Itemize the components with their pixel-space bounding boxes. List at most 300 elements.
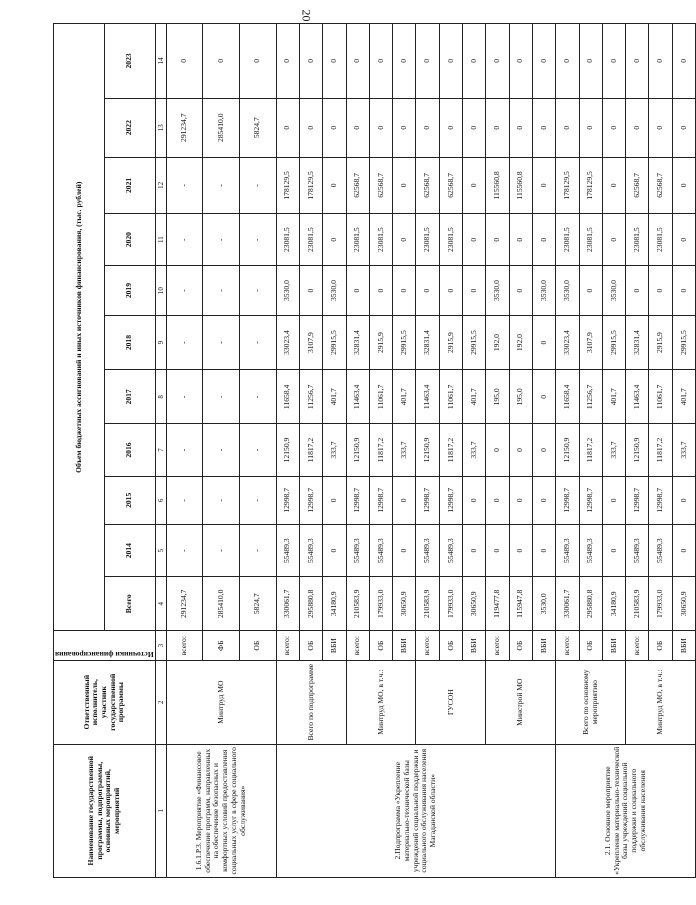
value-cell: - — [166, 476, 203, 525]
column-number: 11 — [155, 214, 166, 266]
value-cell: - — [203, 157, 240, 214]
value-cell: 0 — [439, 24, 462, 99]
value-cell: 333,7 — [323, 424, 346, 476]
value-cell: 23081,5 — [556, 214, 579, 266]
value-cell: 0 — [276, 24, 299, 99]
value-cell: 3107,9 — [579, 315, 602, 369]
value-cell: 11658,4 — [556, 370, 579, 424]
value-cell: 0 — [556, 98, 579, 157]
value-cell: 179933,0 — [369, 577, 392, 631]
value-cell: 0 — [649, 98, 672, 157]
table-landscape — [53, 23, 688, 878]
value-cell: 12998,7 — [299, 476, 322, 525]
source-cell: ОБ — [579, 631, 602, 660]
column-number: 2 — [155, 660, 166, 744]
value-cell: 0 — [416, 24, 439, 99]
value-cell: 0 — [323, 24, 346, 99]
value-cell: 330061,7 — [276, 577, 299, 631]
executor-cell: Всего по основному мероприятию — [556, 660, 626, 744]
value-cell: 179933,0 — [439, 577, 462, 631]
value-cell: 0 — [323, 214, 346, 266]
value-cell: 0 — [486, 214, 509, 266]
value-cell: - — [166, 315, 203, 369]
value-cell: - — [166, 370, 203, 424]
value-cell: - — [240, 476, 277, 525]
value-cell: 0 — [439, 98, 462, 157]
source-cell: ОБ — [649, 631, 672, 660]
table-row — [556, 24, 579, 878]
column-number: 13 — [155, 98, 166, 157]
source-cell: ОБ — [509, 631, 532, 660]
value-cell: 12998,7 — [649, 476, 672, 525]
source-cell: ОБ — [369, 631, 392, 660]
source-cell: всего: — [626, 631, 649, 660]
header-year: 2019 — [104, 266, 155, 316]
header-year: 2015 — [104, 476, 155, 525]
value-cell: 29915,5 — [323, 315, 346, 369]
value-cell: 32831,4 — [416, 315, 439, 369]
value-cell: 115947,8 — [509, 577, 532, 631]
value-cell: 12150,9 — [556, 424, 579, 476]
value-cell: 0 — [532, 24, 555, 99]
value-cell: 62568,7 — [346, 157, 369, 214]
value-cell: 0 — [672, 476, 696, 525]
value-cell: 115560,8 — [486, 157, 509, 214]
value-cell: 0 — [486, 525, 509, 577]
executor-cell: ГУСОН — [416, 660, 486, 744]
column-number: 10 — [155, 266, 166, 316]
value-cell: 0 — [602, 157, 625, 214]
executor-cell: Всего по подпрограмме — [276, 660, 346, 744]
value-cell: 192,0 — [486, 315, 509, 369]
value-cell: 32831,4 — [346, 315, 369, 369]
program-name-cell: 1.6.1.Р.3. Мероприятие «Финансовое обеспечение программ, направленных на обеспечение безопасных и комфортных условий предоставления социальных услуг в сфере социального обслуживания» — [166, 744, 276, 877]
value-cell: 0 — [532, 370, 555, 424]
value-cell: 3530,0 — [532, 266, 555, 316]
value-cell: 12998,7 — [556, 476, 579, 525]
value-cell: 179933,0 — [649, 577, 672, 631]
value-cell: 62568,7 — [369, 157, 392, 214]
value-cell: - — [240, 266, 277, 316]
value-cell: 0 — [649, 266, 672, 316]
value-cell: 30650,9 — [463, 577, 486, 631]
value-cell: 0 — [602, 214, 625, 266]
value-cell: - — [203, 370, 240, 424]
value-cell: - — [240, 525, 277, 577]
value-cell: 34180,9 — [323, 577, 346, 631]
header-volume: Объем бюджетных ассигнований и иных источников финансирования, (тыс. рублей) — [54, 24, 105, 631]
value-cell: 2915,9 — [369, 315, 392, 369]
value-cell: - — [240, 315, 277, 369]
column-number: 5 — [155, 525, 166, 577]
value-cell: 178129,5 — [299, 157, 322, 214]
value-cell: 12998,7 — [346, 476, 369, 525]
value-cell: 330061,7 — [556, 577, 579, 631]
value-cell: 55489,3 — [369, 525, 392, 577]
value-cell: 0 — [393, 98, 416, 157]
source-cell: всего: — [556, 631, 579, 660]
value-cell: 0 — [672, 525, 696, 577]
value-cell: 2915,9 — [649, 315, 672, 369]
value-cell: 12150,9 — [346, 424, 369, 476]
value-cell: 0 — [416, 98, 439, 157]
value-cell: 2915,9 — [439, 315, 462, 369]
source-cell: ВБИ — [602, 631, 625, 660]
value-cell: 62568,7 — [416, 157, 439, 214]
value-cell: 23081,5 — [299, 214, 322, 266]
value-cell: 285410,0 — [203, 98, 240, 157]
value-cell: 0 — [532, 476, 555, 525]
value-cell: 0 — [323, 525, 346, 577]
executor-cell: Минтруд МО — [166, 660, 276, 744]
value-cell: 34180,9 — [602, 577, 625, 631]
value-cell: 115560,8 — [509, 157, 532, 214]
header-year: 2020 — [104, 214, 155, 266]
column-number: 9 — [155, 315, 166, 369]
value-cell: 12998,7 — [579, 476, 602, 525]
rotated-page-area — [53, 23, 688, 878]
value-cell: 401,7 — [672, 370, 696, 424]
value-cell: - — [166, 525, 203, 577]
value-cell: 0 — [393, 24, 416, 99]
value-cell: 0 — [439, 266, 462, 316]
value-cell: 0 — [509, 214, 532, 266]
value-cell: - — [203, 214, 240, 266]
header-name: Наименование государственной программы, подпрограммы, основных мероприятий, мероприятий — [54, 744, 156, 877]
value-cell: 29915,5 — [672, 315, 696, 369]
value-cell: 178129,5 — [556, 157, 579, 214]
value-cell: 55489,3 — [276, 525, 299, 577]
value-cell: 12998,7 — [439, 476, 462, 525]
source-cell: ВБИ — [393, 631, 416, 660]
column-number: 1 — [155, 744, 166, 877]
column-number: 3 — [155, 631, 166, 660]
value-cell: 0 — [532, 157, 555, 214]
source-cell: ВБИ — [672, 631, 696, 660]
value-cell: 0 — [672, 98, 696, 157]
value-cell: 11256,7 — [579, 370, 602, 424]
value-cell: - — [203, 315, 240, 369]
value-cell: 0 — [649, 24, 672, 99]
header-year: 2022 — [104, 98, 155, 157]
source-cell: всего: — [486, 631, 509, 660]
value-cell: 11061,7 — [649, 370, 672, 424]
value-cell: 333,7 — [463, 424, 486, 476]
value-cell: 0 — [532, 98, 555, 157]
value-cell: 0 — [509, 266, 532, 316]
value-cell: 55489,3 — [439, 525, 462, 577]
value-cell: 3530,0 — [276, 266, 299, 316]
source-cell: ОБ — [439, 631, 462, 660]
value-cell: - — [203, 525, 240, 577]
value-cell: 55489,3 — [649, 525, 672, 577]
value-cell: 0 — [463, 525, 486, 577]
value-cell: 0 — [579, 266, 602, 316]
value-cell: 0 — [672, 214, 696, 266]
value-cell: 0 — [626, 24, 649, 99]
value-cell: 11658,4 — [276, 370, 299, 424]
source-cell: ФБ — [203, 631, 240, 660]
value-cell: 0 — [509, 98, 532, 157]
value-cell: 3530,0 — [556, 266, 579, 316]
value-cell: 401,7 — [323, 370, 346, 424]
value-cell: 23081,5 — [439, 214, 462, 266]
value-cell: 12998,7 — [276, 476, 299, 525]
value-cell: 0 — [393, 476, 416, 525]
value-cell: 0 — [240, 24, 277, 99]
value-cell: 0 — [323, 157, 346, 214]
table-row — [166, 24, 203, 878]
value-cell: 195,0 — [486, 370, 509, 424]
value-cell: 62568,7 — [626, 157, 649, 214]
value-cell: 55489,3 — [626, 525, 649, 577]
source-cell: всего: — [166, 631, 203, 660]
table-body — [166, 24, 696, 878]
column-number: 7 — [155, 424, 166, 476]
value-cell: 0 — [509, 24, 532, 99]
value-cell: 3530,0 — [486, 266, 509, 316]
value-cell: 0 — [463, 24, 486, 99]
value-cell: 178129,5 — [276, 157, 299, 214]
value-cell: 62568,7 — [439, 157, 462, 214]
table-row — [276, 24, 299, 878]
value-cell: 0 — [602, 525, 625, 577]
source-cell: ВБИ — [323, 631, 346, 660]
value-cell: 62568,7 — [649, 157, 672, 214]
value-cell: 0 — [532, 424, 555, 476]
value-cell: - — [166, 424, 203, 476]
value-cell: 11817,2 — [649, 424, 672, 476]
value-cell: 11061,7 — [369, 370, 392, 424]
value-cell: 401,7 — [393, 370, 416, 424]
value-cell: 0 — [393, 214, 416, 266]
value-cell: 3107,9 — [299, 315, 322, 369]
value-cell: 29915,5 — [463, 315, 486, 369]
value-cell: 285410,0 — [203, 577, 240, 631]
value-cell: 192,0 — [509, 315, 532, 369]
value-cell: 0 — [346, 98, 369, 157]
value-cell: 33023,4 — [556, 315, 579, 369]
column-number: 4 — [155, 577, 166, 631]
value-cell: 0 — [672, 157, 696, 214]
value-cell: 23081,5 — [369, 214, 392, 266]
value-cell: 0 — [532, 214, 555, 266]
value-cell: 0 — [602, 24, 625, 99]
value-cell: 55489,3 — [556, 525, 579, 577]
source-cell: всего: — [346, 631, 369, 660]
value-cell: 291234,7 — [166, 577, 203, 631]
value-cell: - — [166, 157, 203, 214]
value-cell: 23081,5 — [416, 214, 439, 266]
value-cell: 333,7 — [672, 424, 696, 476]
value-cell: 0 — [626, 266, 649, 316]
value-cell: 0 — [486, 424, 509, 476]
header-source — [54, 631, 156, 660]
header-total: Всего — [104, 577, 155, 631]
value-cell: - — [240, 424, 277, 476]
value-cell: 178129,5 — [579, 157, 602, 214]
value-cell: 210583,9 — [626, 577, 649, 631]
value-cell: 0 — [299, 24, 322, 99]
value-cell: 0 — [166, 24, 203, 99]
value-cell: 0 — [276, 98, 299, 157]
header-year: 2016 — [104, 424, 155, 476]
value-cell: 0 — [393, 157, 416, 214]
value-cell: 12150,9 — [626, 424, 649, 476]
value-cell: 55489,3 — [579, 525, 602, 577]
value-cell: 0 — [369, 24, 392, 99]
value-cell: - — [203, 476, 240, 525]
value-cell: 3530,0 — [532, 577, 555, 631]
value-cell: 0 — [463, 476, 486, 525]
value-cell: 0 — [486, 24, 509, 99]
value-cell: 11817,2 — [369, 424, 392, 476]
column-number: 14 — [155, 24, 166, 99]
header-year: 2017 — [104, 370, 155, 424]
value-cell: 23081,5 — [346, 214, 369, 266]
value-cell: 195,0 — [509, 370, 532, 424]
value-cell: 295880,8 — [579, 577, 602, 631]
value-cell: - — [203, 266, 240, 316]
source-cell: всего: — [416, 631, 439, 660]
column-number: 12 — [155, 157, 166, 214]
value-cell: 0 — [556, 24, 579, 99]
value-cell: - — [203, 424, 240, 476]
value-cell: 0 — [486, 476, 509, 525]
value-cell: 0 — [346, 24, 369, 99]
value-cell: 0 — [626, 98, 649, 157]
value-cell: 11463,4 — [346, 370, 369, 424]
value-cell: 11817,2 — [439, 424, 462, 476]
value-cell: 12150,9 — [276, 424, 299, 476]
value-cell: 11061,7 — [439, 370, 462, 424]
value-cell: 333,7 — [393, 424, 416, 476]
value-cell: 0 — [393, 525, 416, 577]
value-cell: 119477,8 — [486, 577, 509, 631]
value-cell: 210583,9 — [346, 577, 369, 631]
header-year: 2018 — [104, 315, 155, 369]
source-cell: ВБИ — [463, 631, 486, 660]
value-cell: 0 — [602, 98, 625, 157]
header-executor: Ответственный исполнитель, участник государственной программы — [54, 660, 156, 744]
value-cell: - — [166, 214, 203, 266]
value-cell: - — [240, 157, 277, 214]
value-cell: 0 — [463, 98, 486, 157]
value-cell: 12998,7 — [626, 476, 649, 525]
value-cell: 333,7 — [602, 424, 625, 476]
value-cell: 0 — [369, 266, 392, 316]
value-cell: 5824,7 — [240, 98, 277, 157]
value-cell: - — [166, 266, 203, 316]
value-cell: 33023,4 — [276, 315, 299, 369]
value-cell: 23081,5 — [276, 214, 299, 266]
value-cell: 0 — [323, 476, 346, 525]
header-year: 2021 — [104, 157, 155, 214]
value-cell: 0 — [416, 266, 439, 316]
value-cell: 401,7 — [602, 370, 625, 424]
financing-table — [53, 23, 696, 878]
value-cell: 55489,3 — [346, 525, 369, 577]
source-cell: ОБ — [240, 631, 277, 660]
value-cell: 0 — [532, 525, 555, 577]
source-cell: ВБИ — [532, 631, 555, 660]
value-cell: 12998,7 — [416, 476, 439, 525]
value-cell: 0 — [463, 214, 486, 266]
value-cell: 0 — [532, 315, 555, 369]
executor-cell: Минтруд МО, в т.ч.: — [626, 660, 696, 744]
value-cell: 5824,7 — [240, 577, 277, 631]
value-cell: 11817,2 — [579, 424, 602, 476]
value-cell: 12998,7 — [369, 476, 392, 525]
header-source-label: Источники финансирования — [55, 649, 154, 659]
value-cell: 0 — [486, 98, 509, 157]
page-number: 20 — [299, 9, 314, 22]
executor-cell: Минтруд МО, в т.ч.: — [346, 660, 416, 744]
value-cell: 29915,5 — [602, 315, 625, 369]
source-cell: всего: — [276, 631, 299, 660]
value-cell: 11463,4 — [626, 370, 649, 424]
value-cell: 55489,3 — [299, 525, 322, 577]
value-cell: 29915,5 — [393, 315, 416, 369]
value-cell: 0 — [323, 98, 346, 157]
value-cell: 0 — [463, 266, 486, 316]
value-cell: 291234,7 — [166, 98, 203, 157]
value-cell: 0 — [393, 266, 416, 316]
value-cell: 0 — [509, 476, 532, 525]
value-cell: 12150,9 — [416, 424, 439, 476]
source-cell: ОБ — [299, 631, 322, 660]
value-cell: - — [240, 214, 277, 266]
value-cell: 3530,0 — [602, 266, 625, 316]
program-name-cell: 2.1. Основное мероприятие «Укрепление материально-технической базы учреждений социальной поддержки и социального обслуживания населения — [556, 744, 696, 877]
value-cell: 30650,9 — [393, 577, 416, 631]
executor-cell: Минстрой МО — [486, 660, 556, 744]
value-cell: 0 — [579, 24, 602, 99]
value-cell: 0 — [463, 157, 486, 214]
header-year: 2023 — [104, 24, 155, 99]
value-cell: 401,7 — [463, 370, 486, 424]
value-cell: 23081,5 — [579, 214, 602, 266]
column-number: 8 — [155, 370, 166, 424]
value-cell: 11817,2 — [299, 424, 322, 476]
value-cell: 55489,3 — [416, 525, 439, 577]
value-cell: 23081,5 — [626, 214, 649, 266]
value-cell: 0 — [672, 266, 696, 316]
value-cell: 0 — [369, 98, 392, 157]
value-cell: 30650,9 — [672, 577, 696, 631]
value-cell: 0 — [346, 266, 369, 316]
program-name-cell: 2.Подпрограмма «Укрепление материально-технической базы учреждений социальной поддержки и социального обслуживания населения Магаданской области» — [276, 744, 556, 877]
value-cell: 0 — [509, 525, 532, 577]
value-cell: 0 — [299, 98, 322, 157]
value-cell: 0 — [509, 424, 532, 476]
value-cell: 3530,0 — [323, 266, 346, 316]
value-cell: 11256,7 — [299, 370, 322, 424]
value-cell: 0 — [203, 24, 240, 99]
header-year: 2014 — [104, 525, 155, 577]
value-cell: 0 — [579, 98, 602, 157]
value-cell: 210583,9 — [416, 577, 439, 631]
column-number-row — [155, 24, 166, 878]
header-row-1 — [54, 24, 105, 878]
value-cell: 295880,8 — [299, 577, 322, 631]
value-cell: 11463,4 — [416, 370, 439, 424]
value-cell: 0 — [299, 266, 322, 316]
value-cell: 23081,5 — [649, 214, 672, 266]
value-cell: 0 — [672, 24, 696, 99]
value-cell: - — [240, 370, 277, 424]
value-cell: 32831,4 — [626, 315, 649, 369]
